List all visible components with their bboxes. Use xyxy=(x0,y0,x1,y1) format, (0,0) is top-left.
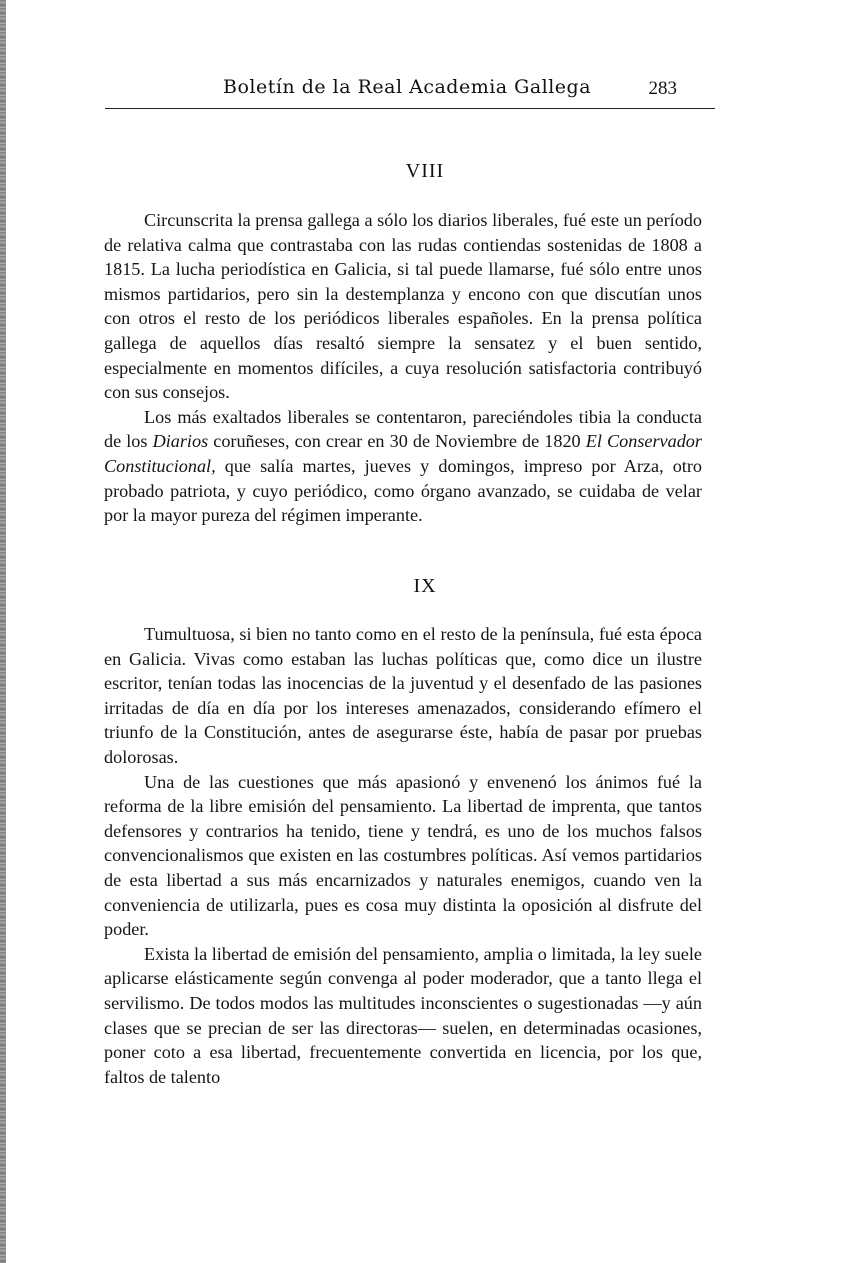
section-ix-body xyxy=(104,622,702,1089)
paragraph: Tumultuosa, si bien no tanto como en el resto de la península, fué esta época en Galicia. Vivas como estaban las luchas políticas que, como dice un ilustre escritor, tenían todas las inocencias de la juventud y el desenfado de las pasiones irritadas de día en día por los intereses amenazados, considerando efímero el triunfo de la Constitución, antes de asegurarse éste, había de pasar por pruebas dolorosas. xyxy=(104,624,702,767)
scan-edge xyxy=(0,0,6,1263)
section-heading-viii: VIII xyxy=(405,160,445,182)
section-viii-body xyxy=(104,208,702,528)
paragraph: Los más exaltados liberales se contentaron, pareciéndoles tibia la conducta de los Diarios coruñeses, con crear en 30 de Noviembre de 1820 El Conservador Constitucional, que salía martes, jueves y domingos, impreso por Arza, otro probado patriota, y cuyo periódico, como órgano avanzado, se cuidaba de velar por la mayor pureza del régimen imperante. xyxy=(104,406,702,526)
page-header xyxy=(105,74,715,109)
running-title: Boletín de la Real Academia Gallega xyxy=(223,76,592,98)
italic-title-conservador: El Conservador Constitucional, xyxy=(104,431,702,476)
paragraph: Una de las cuestiones que más apasionó y envenenó los ánimos fué la reforma de la libre emisión del pensamiento. La libertad de imprenta, que tantos defensores y contrarios ha tenido, tiene y tendrá, es uno de los muchos falsos convencionalismos que existen en las costumbres políticas. Así vemos partidarios de esta libertad a sus más encarnizados y naturales enemigos, cuando ven la conveniencia de utilizarla, pues es cosa muy distinta la oposición al disfrute del poder. xyxy=(104,771,702,940)
paragraph: Circunscrita la prensa gallega a sólo los diarios liberales, fué este un período de relativa calma que contrastaba con las rudas contiendas sostenidas de 1808 a 1815. La lucha periodística en Galicia, si tal puede llamarse, fué sólo entre unos mismos partidarios, pero sin la destemplanza y encono con que discutían unos con otros el resto de los periódicos liberales españoles. En la prensa política gallega de aquellos días resaltó siempre la sensatez y el buen sentido, especialmente en momentos difíciles, a cuya resolución satisfactoria contribuyó con sus consejos. xyxy=(104,210,702,403)
page-number: 283 xyxy=(648,78,677,99)
section-heading-ix: IX xyxy=(413,575,437,597)
paragraph: Exista la libertad de emisión del pensamiento, amplia o limitada, la ley suele aplicarse elásticamente según convenga al poder moderador, que a tanto llega el servilismo. De todos modos las multitudes inconscientes o sugestionadas —y aún clases que se precian de ser las directoras— suelen, en determinadas ocasiones, poner coto a esa libertad, frecuentemente convertida en licencia, por los que, faltos de talento xyxy=(104,943,702,1087)
italic-title-diarios: Diarios xyxy=(152,431,209,452)
